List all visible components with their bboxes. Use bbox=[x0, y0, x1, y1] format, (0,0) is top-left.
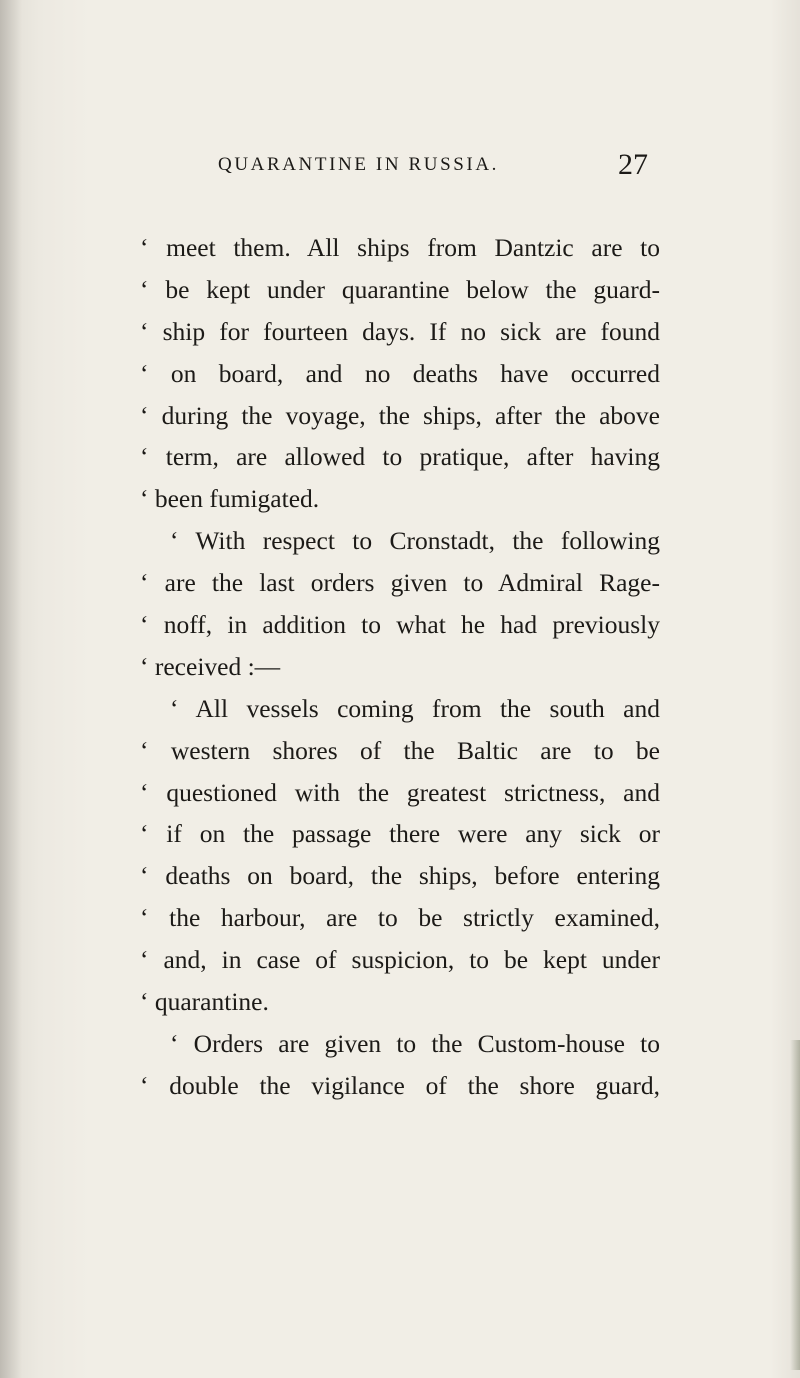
body-text bbox=[140, 227, 660, 1107]
text-line: ‘ the harbour, are to be strictly examined, bbox=[140, 903, 660, 933]
page-number: 27 bbox=[618, 148, 648, 181]
text-line: ‘ are the last orders given to Admiral Rage- bbox=[140, 568, 660, 598]
paragraph-start-line: ‘ With respect to Cronstadt, the following bbox=[170, 526, 660, 556]
page-edge-stain bbox=[790, 1040, 800, 1370]
text-line: ‘ quarantine. bbox=[140, 987, 269, 1017]
text-line: ‘ been fumigated. bbox=[140, 484, 320, 514]
text-line: ‘ term, are allowed to pratique, after having bbox=[140, 442, 660, 472]
text-line: ‘ and, in case of suspicion, to be kept under bbox=[140, 945, 660, 975]
text-line: ‘ received :— bbox=[140, 651, 281, 681]
text-line: ‘ meet them. All ships from Dantzic are to bbox=[140, 233, 660, 262]
running-title: QUARANTINE IN RUSSIA. bbox=[218, 154, 500, 175]
text-line: ‘ be kept under quarantine below the guard- bbox=[140, 274, 660, 304]
text-line: ‘ if on the passage there were any sick or bbox=[140, 819, 660, 849]
paragraph-start-line: ‘ Orders are given to the Custom-house to bbox=[170, 1028, 660, 1058]
text-line: ‘ noff, in addition to what he had previously bbox=[140, 610, 660, 640]
text-line: ‘ double the vigilance of the shore guard, bbox=[140, 1070, 660, 1100]
text-line: ‘ during the voyage, the ships, after the above bbox=[140, 400, 660, 430]
text-line: ‘ on board, and no deaths have occurred bbox=[140, 358, 660, 388]
paragraph-start-line: ‘ All vessels coming from the south and bbox=[170, 693, 660, 723]
running-header bbox=[218, 148, 648, 184]
text-line: ‘ questioned with the greatest strictness, and bbox=[140, 777, 660, 807]
text-line: ‘ deaths on board, the ships, before entering bbox=[140, 861, 660, 891]
binding-gutter-shadow bbox=[0, 0, 22, 1378]
text-line: ‘ western shores of the Baltic are to be bbox=[140, 735, 660, 765]
text-line: ‘ ship for fourteen days. If no sick are found bbox=[140, 316, 660, 346]
